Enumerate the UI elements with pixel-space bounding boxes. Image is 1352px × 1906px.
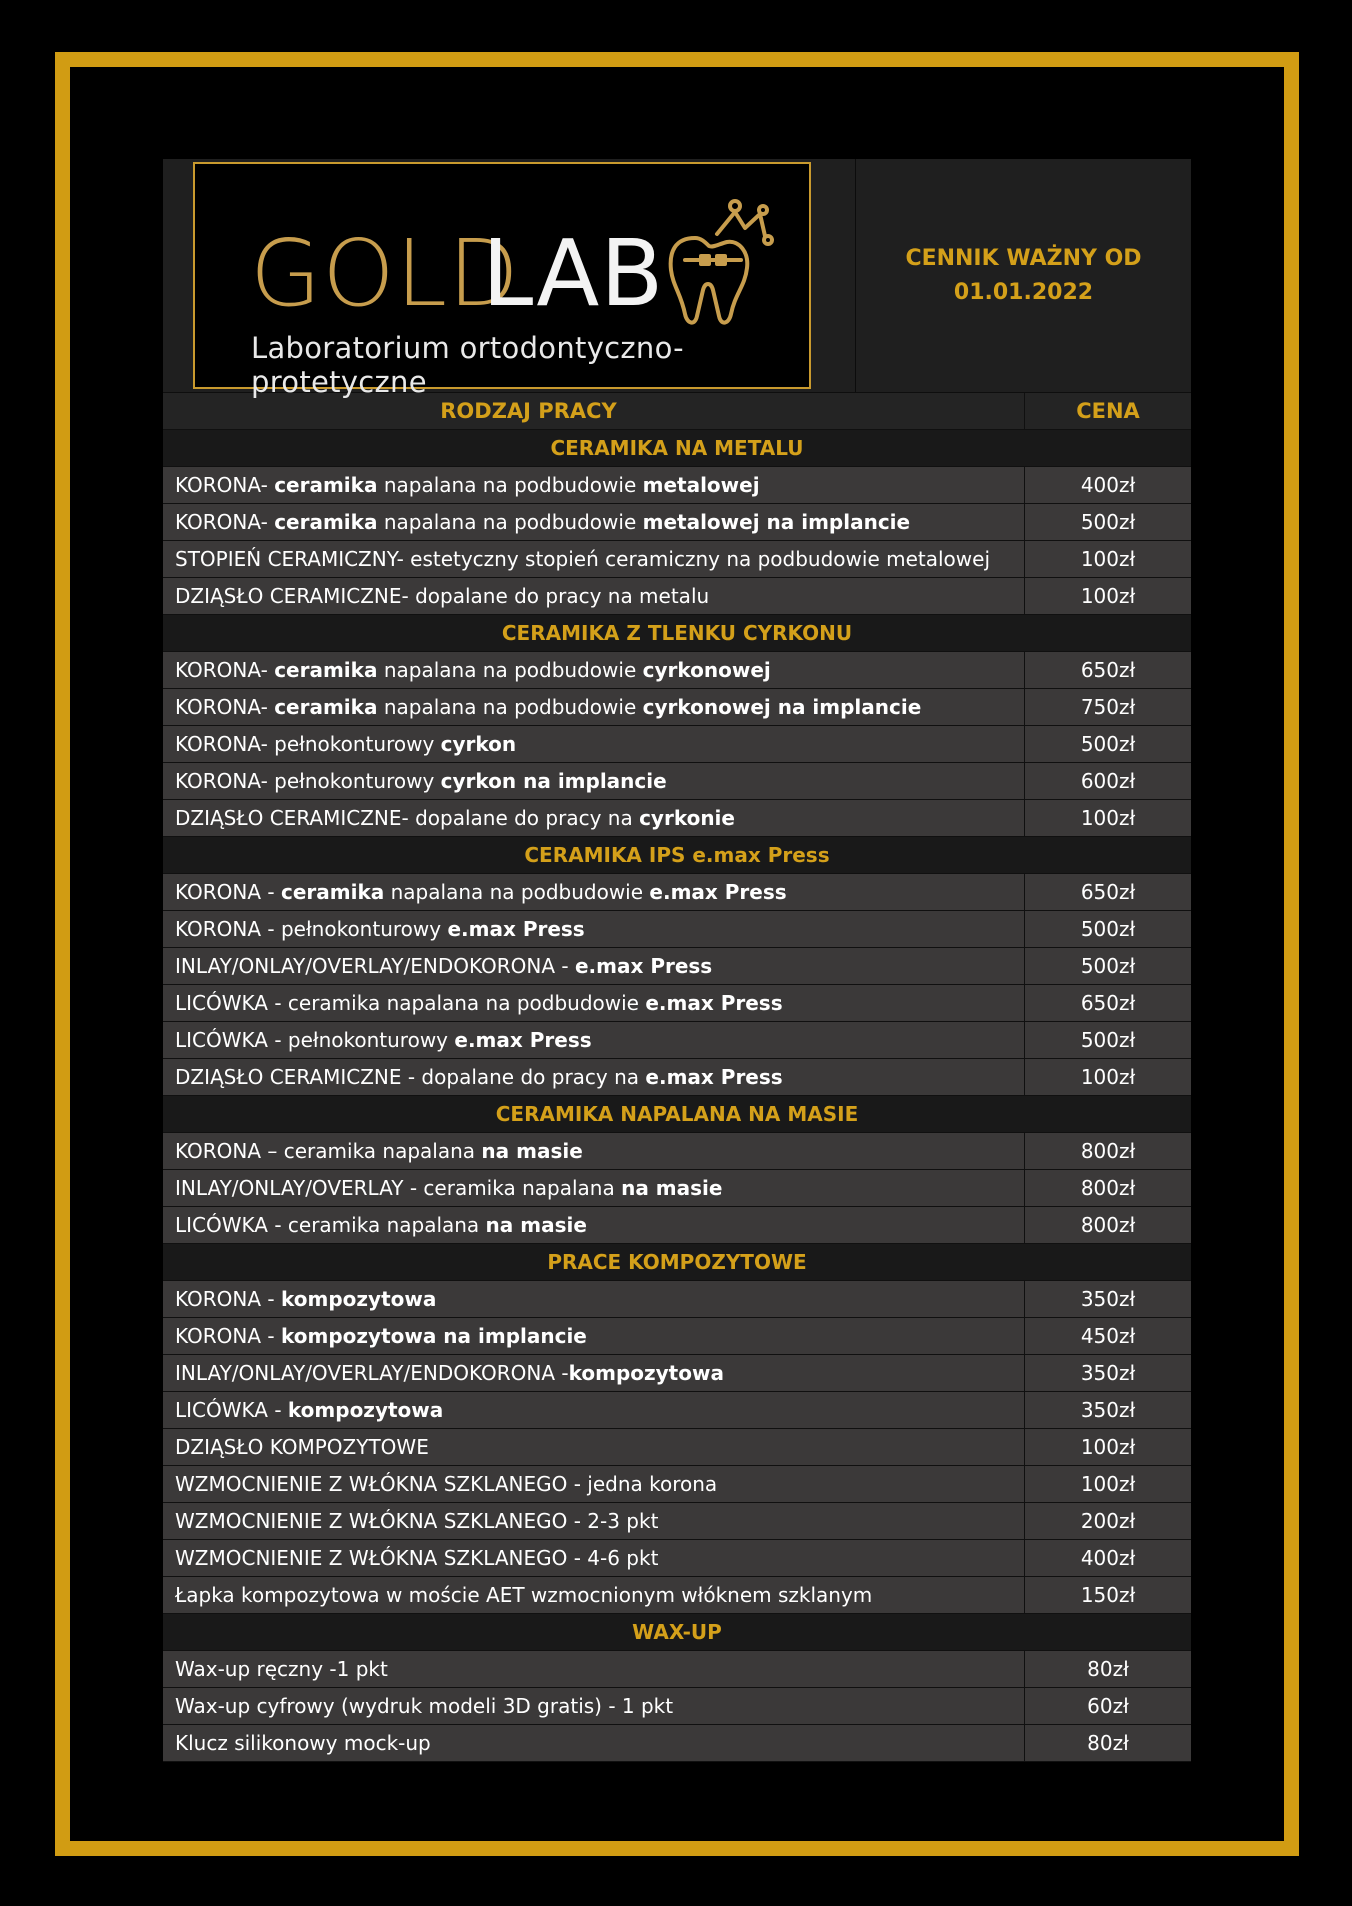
section-title: PRACE KOMPOZYTOWE — [547, 1250, 807, 1274]
service-text — [175, 1139, 583, 1163]
logo-gold-text: GOLD — [250, 220, 520, 327]
service-text-part: KORONA - — [175, 1287, 281, 1311]
section-header — [163, 1096, 1191, 1133]
section-title: CERAMIKA NAPALANA NA MASIE — [495, 1102, 859, 1126]
price-row — [163, 1355, 1191, 1392]
price-row — [163, 1059, 1191, 1096]
price-row — [163, 763, 1191, 800]
service-text — [175, 1028, 592, 1052]
price-row — [163, 1281, 1191, 1318]
price-row — [163, 1170, 1191, 1207]
service-price: 400zł — [1080, 1546, 1136, 1570]
price-row — [163, 800, 1191, 837]
service-description — [163, 1466, 1025, 1502]
section-header — [163, 615, 1191, 652]
service-description — [163, 1281, 1025, 1317]
service-description — [163, 763, 1025, 799]
service-text-part: napalana na podbudowie — [384, 880, 650, 904]
price-row — [163, 1651, 1191, 1688]
service-price: 800zł — [1080, 1139, 1136, 1163]
service-text-bold: metalowej na implancie — [642, 510, 911, 534]
service-text-bold: kompozytowa — [568, 1361, 724, 1385]
price-row — [163, 504, 1191, 541]
service-text-part: INLAY/ONLAY/OVERLAY/ENDOKORONA - — [175, 1361, 569, 1385]
section-title: CERAMIKA Z TLENKU CYRKONU — [501, 621, 853, 645]
service-text — [175, 1472, 717, 1496]
service-text — [175, 1657, 388, 1681]
service-text-bold: e.max Press — [645, 1065, 783, 1089]
service-description — [163, 578, 1025, 614]
service-text-part: KORONA- — [175, 510, 275, 534]
service-description — [163, 800, 1025, 836]
service-text — [175, 584, 709, 608]
service-text — [175, 1583, 872, 1607]
price-row — [163, 948, 1191, 985]
service-price: 800zł — [1080, 1213, 1136, 1237]
logo-subtitle: Laboratorium ortodontyczno-protetyczne — [251, 331, 684, 399]
service-price: 350zł — [1080, 1287, 1136, 1311]
service-description — [163, 1059, 1025, 1095]
service-text-part: napalana na podbudowie — [377, 473, 643, 497]
validity-label: CENNIK WAŻNY OD — [905, 245, 1142, 271]
service-text-bold: cyrkon na implancie — [440, 769, 667, 793]
service-price: 500zł — [1080, 1028, 1136, 1052]
service-price: 400zł — [1080, 473, 1136, 497]
service-text — [175, 732, 516, 756]
service-text-part: INLAY/ONLAY/OVERLAY/ENDOKORONA - — [175, 954, 575, 978]
service-description — [163, 1540, 1025, 1576]
service-text — [175, 954, 712, 978]
service-text-part: INLAY/ONLAY/OVERLAY - ceramika napalana — [175, 1176, 622, 1200]
service-description — [163, 1022, 1025, 1058]
price-sections — [163, 430, 1191, 1762]
service-text-part: DZIĄSŁO CERAMICZNE- dopalane do pracy na — [175, 806, 640, 830]
column-header-price-label: CENA — [1076, 399, 1140, 423]
section-header — [163, 837, 1191, 874]
service-description — [163, 467, 1025, 503]
price-list-header — [163, 159, 1191, 399]
section-header — [163, 1614, 1191, 1651]
service-text — [175, 1435, 429, 1459]
service-text — [175, 991, 783, 1015]
service-text-bold: kompozytowa — [287, 1398, 444, 1422]
service-text-part: WZMOCNIENIE Z WŁÓKNA SZKLANEGO - 4-6 pkt — [175, 1546, 659, 1570]
service-text — [175, 695, 921, 719]
logo-lab-text: LAB — [482, 220, 665, 327]
price-row — [163, 578, 1191, 615]
service-text-part: LICÓWKA - — [175, 1398, 288, 1422]
service-text-part: STOPIEŃ CERAMICZNY- estetyczny stopień ceramiczny na podbudowie metalowej — [175, 547, 991, 571]
service-text — [175, 1731, 431, 1755]
price-list — [163, 159, 1191, 1762]
service-text — [175, 917, 585, 941]
service-description — [163, 874, 1025, 910]
service-price: 350zł — [1080, 1398, 1136, 1422]
service-description — [163, 1688, 1025, 1724]
price-row — [163, 652, 1191, 689]
service-description — [163, 1170, 1025, 1206]
service-text — [175, 1287, 436, 1311]
service-price: 80zł — [1087, 1657, 1129, 1681]
section-header — [163, 1244, 1191, 1281]
service-text-part: DZIĄSŁO CERAMICZNE - dopalane do pracy na — [175, 1065, 646, 1089]
service-text — [175, 1398, 443, 1422]
service-description — [163, 726, 1025, 762]
service-text-bold: e.max Press — [454, 1028, 592, 1052]
service-text-bold: ceramika — [274, 695, 378, 719]
service-text-part: KORONA- — [175, 695, 275, 719]
column-header-price — [1025, 393, 1191, 429]
service-description — [163, 689, 1025, 725]
service-text — [175, 806, 735, 830]
service-text-part: Wax-up ręczny -1 pkt — [175, 1657, 388, 1681]
price-row — [163, 1207, 1191, 1244]
service-price: 500zł — [1080, 954, 1136, 978]
service-text — [175, 1176, 722, 1200]
goldlab-logo — [193, 162, 811, 399]
service-text-part: Klucz silikonowy mock-up — [175, 1731, 431, 1755]
service-text-bold: cyrkonie — [639, 806, 735, 830]
service-price: 100zł — [1080, 1065, 1136, 1089]
section-header — [163, 430, 1191, 467]
price-row — [163, 467, 1191, 504]
service-text-bold: na masie — [485, 1213, 587, 1237]
price-row — [163, 1725, 1191, 1762]
price-row — [163, 541, 1191, 578]
service-text-bold: cyrkonowej na implancie — [642, 695, 922, 719]
service-text-bold: na masie — [481, 1139, 583, 1163]
service-price: 150zł — [1080, 1583, 1136, 1607]
service-text-part: KORONA- — [175, 473, 275, 497]
service-text-part: LICÓWKA - ceramika napalana na podbudowie — [175, 991, 646, 1015]
service-text-part: KORONA- — [175, 658, 275, 682]
service-description — [163, 1207, 1025, 1243]
service-text-bold: e.max Press — [447, 917, 585, 941]
service-text-part: Wax-up cyfrowy (wydruk modeli 3D gratis) - 1 pkt — [175, 1694, 674, 1718]
service-text-bold: kompozytowa — [280, 1287, 437, 1311]
service-text-bold: e.max Press — [574, 954, 713, 978]
service-description — [163, 1503, 1025, 1539]
service-text — [175, 1213, 587, 1237]
price-row — [163, 985, 1191, 1022]
service-text — [175, 1509, 658, 1533]
service-text-part: DZIĄSŁO CERAMICZNE- dopalane do pracy na metalu — [175, 584, 710, 608]
service-description — [163, 1392, 1025, 1428]
service-text-bold: cyrkonowej — [642, 658, 771, 682]
service-price: 650zł — [1080, 880, 1136, 904]
price-row — [163, 874, 1191, 911]
service-text-part: napalana na podbudowie — [377, 695, 643, 719]
service-description — [163, 985, 1025, 1021]
service-text — [175, 547, 990, 571]
price-row — [163, 1503, 1191, 1540]
service-price: 750zł — [1080, 695, 1136, 719]
service-price: 500zł — [1080, 917, 1136, 941]
service-description — [163, 541, 1025, 577]
service-text — [175, 510, 910, 534]
price-row — [163, 1392, 1191, 1429]
service-description — [163, 1429, 1025, 1465]
service-description — [163, 1577, 1025, 1613]
tooth-crown-icon — [665, 190, 777, 330]
service-text-part: DZIĄSŁO KOMPOZYTOWE — [175, 1435, 429, 1459]
service-price: 650zł — [1080, 991, 1136, 1015]
service-text-bold: cyrkon — [440, 732, 517, 756]
service-price: 100zł — [1080, 1435, 1136, 1459]
service-price: 100zł — [1080, 1472, 1136, 1496]
service-text-bold: e.max Press — [645, 991, 783, 1015]
service-price: 100zł — [1080, 806, 1136, 830]
service-price: 500zł — [1080, 510, 1136, 534]
service-text — [175, 1361, 724, 1385]
service-text-part: LICÓWKA - ceramika napalana — [175, 1213, 486, 1237]
service-price: 350zł — [1080, 1361, 1136, 1385]
service-text-part: KORONA- pełnokonturowy — [175, 769, 441, 793]
service-text-bold: e.max Press — [649, 880, 787, 904]
service-description — [163, 1318, 1025, 1354]
service-text-part: napalana na podbudowie — [377, 658, 643, 682]
section-title: CERAMIKA IPS e.max Press — [524, 843, 830, 867]
price-row — [163, 726, 1191, 763]
service-description — [163, 1651, 1025, 1687]
service-text — [175, 1324, 587, 1348]
service-text-bold: ceramika — [280, 880, 385, 904]
service-price: 600zł — [1080, 769, 1136, 793]
service-description — [163, 1725, 1025, 1761]
service-price: 650zł — [1080, 658, 1136, 682]
service-text-part: KORONA - pełnokonturowy — [175, 917, 448, 941]
service-price: 100zł — [1080, 584, 1136, 608]
service-text — [175, 1546, 658, 1570]
service-text-bold: ceramika — [274, 658, 378, 682]
service-text — [175, 658, 771, 682]
service-description — [163, 652, 1025, 688]
price-row — [163, 1577, 1191, 1614]
service-text-part: KORONA - — [175, 880, 281, 904]
service-text-part: KORONA – ceramika napalana — [175, 1139, 482, 1163]
price-row — [163, 1429, 1191, 1466]
service-text-part: Łapka kompozytowa w moście AET wzmocnionym włóknem szklanym — [175, 1583, 873, 1607]
service-text-part: LICÓWKA - pełnokonturowy — [175, 1028, 455, 1052]
service-description — [163, 1133, 1025, 1169]
service-price: 80zł — [1087, 1731, 1129, 1755]
price-row — [163, 1318, 1191, 1355]
section-title: CERAMIKA NA METALU — [550, 436, 804, 460]
service-description — [163, 1355, 1025, 1391]
service-description — [163, 504, 1025, 540]
price-row — [163, 1466, 1191, 1503]
service-price: 60zł — [1087, 1694, 1129, 1718]
validity-date: 01.01.2022 — [953, 279, 1094, 305]
service-price: 800zł — [1080, 1176, 1136, 1200]
service-description — [163, 911, 1025, 947]
service-text-part: KORONA- pełnokonturowy — [175, 732, 441, 756]
section-title: WAX-UP — [632, 1620, 722, 1644]
service-text-part: WZMOCNIENIE Z WŁÓKNA SZKLANEGO - 2-3 pkt — [175, 1509, 659, 1533]
service-text-part: KORONA - — [175, 1324, 281, 1348]
price-row — [163, 1022, 1191, 1059]
service-text-bold: kompozytowa na implancie — [280, 1324, 587, 1348]
price-row — [163, 1540, 1191, 1577]
service-text — [175, 473, 760, 497]
service-price: 450zł — [1080, 1324, 1136, 1348]
service-price: 200zł — [1080, 1509, 1136, 1533]
validity-notice — [856, 159, 1191, 392]
price-row — [163, 689, 1191, 726]
service-description — [163, 948, 1025, 984]
service-price: 100zł — [1080, 547, 1136, 571]
price-row — [163, 911, 1191, 948]
service-text-bold: ceramika — [274, 510, 378, 534]
service-text — [175, 1065, 783, 1089]
service-price: 500zł — [1080, 732, 1136, 756]
service-text-part: WZMOCNIENIE Z WŁÓKNA SZKLANEGO - jedna korona — [175, 1472, 718, 1496]
service-text — [175, 880, 787, 904]
service-text-part: napalana na podbudowie — [377, 510, 643, 534]
column-header-type-label: RODZAJ PRACY — [440, 399, 617, 423]
logo-cell — [163, 159, 856, 399]
price-row — [163, 1133, 1191, 1170]
service-text-bold: na masie — [621, 1176, 723, 1200]
price-row — [163, 1688, 1191, 1725]
service-text-bold: ceramika — [274, 473, 378, 497]
service-text-bold: metalowej — [642, 473, 760, 497]
service-text — [175, 1694, 673, 1718]
service-text — [175, 769, 667, 793]
